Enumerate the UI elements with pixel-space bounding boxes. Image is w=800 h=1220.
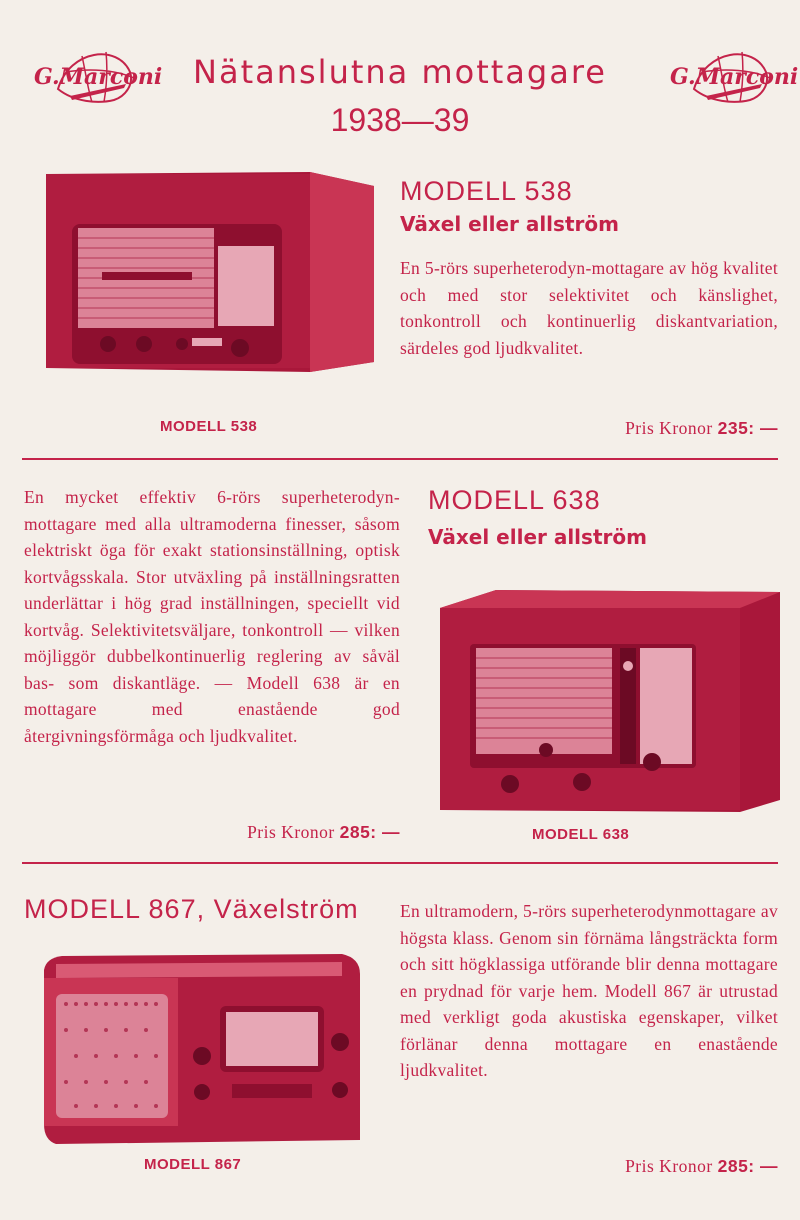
model-867-heading: MODELL 867, Växelström <box>24 894 359 924</box>
model-638-description: En mycket effektiv 6-rörs superheterodyn-mottagare med alla ultramoderna finesser, såsom elektriskt öga för exakt stationsinställning, optisk kortvågsskala. Stor utväxling på inställningsratten underlättar i hög grad inställningen, speciellt vid kortvåg. Selektivitetsväljare, tonkontroll — vilken möjliggör dubbelkontinuerlig reglering av såväl bas- som diskantläge. — Modell 638 är en mottagare med enastående god återgivningsförmåga och ljudkvalitet. <box>24 487 400 746</box>
price-label: Pris Kronor <box>247 822 335 842</box>
page-year: 1938—39 <box>330 102 470 138</box>
model-638-heading: MODELL 638 <box>428 485 601 515</box>
model-538-price <box>625 418 778 439</box>
price-label: Pris Kronor <box>625 1156 713 1176</box>
svg-text:G.Marconi: G.Marconi <box>670 64 799 90</box>
radio-867-image <box>42 950 362 1150</box>
model-538-heading: MODELL 538 <box>400 176 573 206</box>
price-value: 235: — <box>717 418 778 438</box>
model-638-subheading: Växel eller allström <box>428 525 647 549</box>
model-867-description: En ultramodern, 5-rörs superheterodynmottagare av högsta klass. Genom sin förnäma långsträckta form och sitt högklassiga utförande blir denna mottagare en prydnad för varje hem. Modell 867 är utrustad med verkligt goda akustiska egenskaper, vilket förlänar denna mottagare en enastående ljudkvalitet. <box>400 901 778 1080</box>
radio-638-image <box>434 586 786 820</box>
price-value: 285: — <box>339 822 400 842</box>
svg-text:G.Marconi: G.Marconi <box>34 64 163 90</box>
model-538-caption: MODELL 538 <box>160 418 258 435</box>
radio-538-image <box>42 166 378 374</box>
model-867-price <box>625 1156 778 1177</box>
section-divider <box>22 458 778 460</box>
section-divider <box>22 862 778 864</box>
model-538-description: En 5-rörs superheterodyn-mottagare av hög kvalitet och med stor selektivitet och känslighet, tonkontroll och kontinuerlig diskantvariation, särdeles god ljudkvalitet. <box>400 258 778 358</box>
model-538-subheading: Växel eller allström <box>400 212 619 236</box>
price-label: Pris Kronor <box>625 418 713 438</box>
model-638-price <box>247 822 400 843</box>
price-value: 285: — <box>717 1156 778 1176</box>
model-867-caption: MODELL 867 <box>144 1156 242 1173</box>
page-title: Nätanslutna mottagare <box>193 53 607 91</box>
model-638-caption: MODELL 638 <box>532 826 630 843</box>
